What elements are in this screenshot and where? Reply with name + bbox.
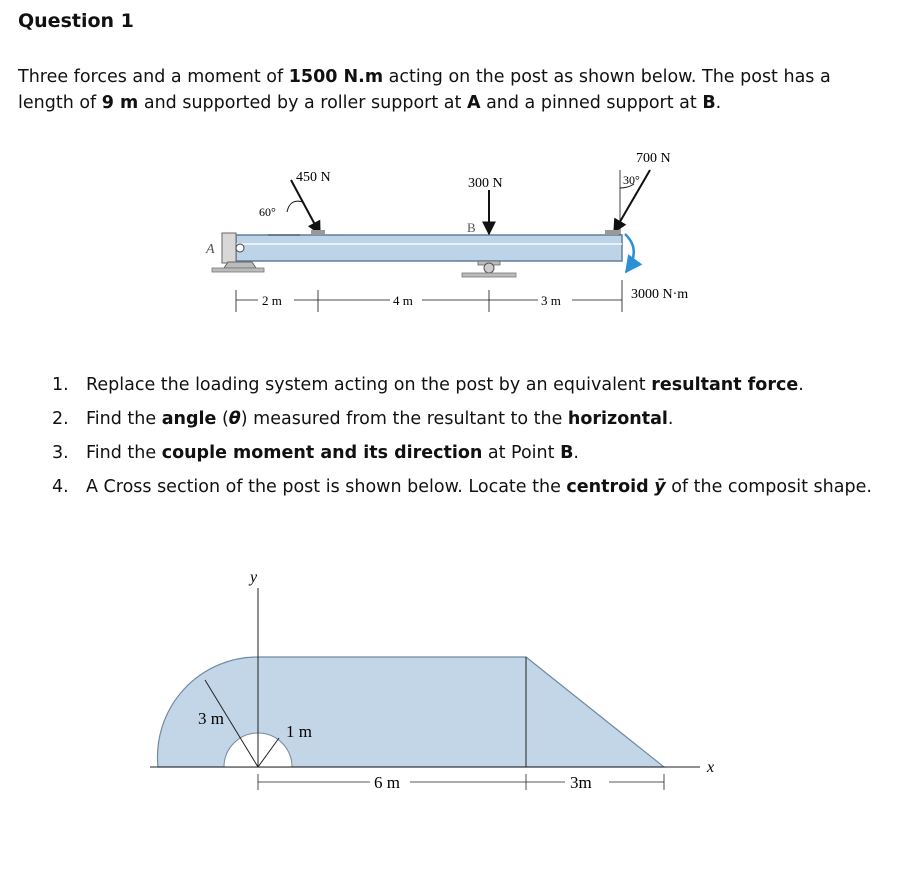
dim-2m: 2 m xyxy=(262,293,282,308)
angle-30-label: 30° xyxy=(623,173,640,187)
intro-support-a: A xyxy=(466,93,481,113)
dim-6m: 6 m xyxy=(374,773,400,792)
dim-3m-base: 3m xyxy=(570,773,592,792)
force-450-label: 450 N xyxy=(296,170,331,185)
intro-moment-value: 1500 N.m xyxy=(288,67,384,87)
x-axis-label: x xyxy=(707,759,715,776)
label-a: A xyxy=(206,242,215,257)
dim-3m: 3 m xyxy=(541,293,561,308)
force-700-label: 700 N xyxy=(636,151,671,166)
intro-support-b: B xyxy=(702,93,716,113)
y-axis-label: y xyxy=(250,569,258,586)
intro-length-value: 9 m xyxy=(101,93,139,113)
angle-60-arc xyxy=(287,201,303,212)
label-b: B xyxy=(467,220,476,235)
cross-section-figure xyxy=(0,560,900,820)
section-dimension-line xyxy=(258,772,664,792)
question-heading: Question 1 xyxy=(18,10,134,32)
intro-text: and a pinned support at xyxy=(480,93,703,113)
radius-3m-label: 3 m xyxy=(198,709,224,728)
dimension-line xyxy=(236,280,622,312)
intro-text: . xyxy=(715,93,722,113)
radius-1m-label: 1 m xyxy=(286,722,312,741)
question-item-2: 2. Find the angle (θ) measured from the resultant to the horizontal. xyxy=(52,409,674,429)
question-item-1: 1. Replace the loading system acting on the post by an equivalent resultant force. xyxy=(52,375,804,395)
dim-4m: 4 m xyxy=(393,293,413,308)
moment-arrow xyxy=(625,234,634,272)
pin-support-b xyxy=(462,261,516,277)
force-300-label: 300 N xyxy=(468,176,503,191)
problem-statement xyxy=(18,64,878,116)
moment-label: 3000 N·m xyxy=(631,287,689,302)
intro-text: acting on the post as shown below. The post has a length of xyxy=(18,67,831,113)
intro-text: Three forces and a moment of xyxy=(18,67,289,87)
question-item-4: 4. A Cross section of the post is shown below. Locate the centroid ȳ of the composit shape. xyxy=(52,477,872,497)
question-item-3: 3. Find the couple moment and its direction at Point B. xyxy=(52,443,579,463)
question-list xyxy=(52,368,882,504)
force-450-arrow xyxy=(291,180,320,234)
angle-60-label: 60° xyxy=(259,205,276,219)
beam-loading-figure xyxy=(0,140,900,330)
intro-text: and supported by a roller support at xyxy=(138,93,467,113)
beam xyxy=(236,235,622,261)
